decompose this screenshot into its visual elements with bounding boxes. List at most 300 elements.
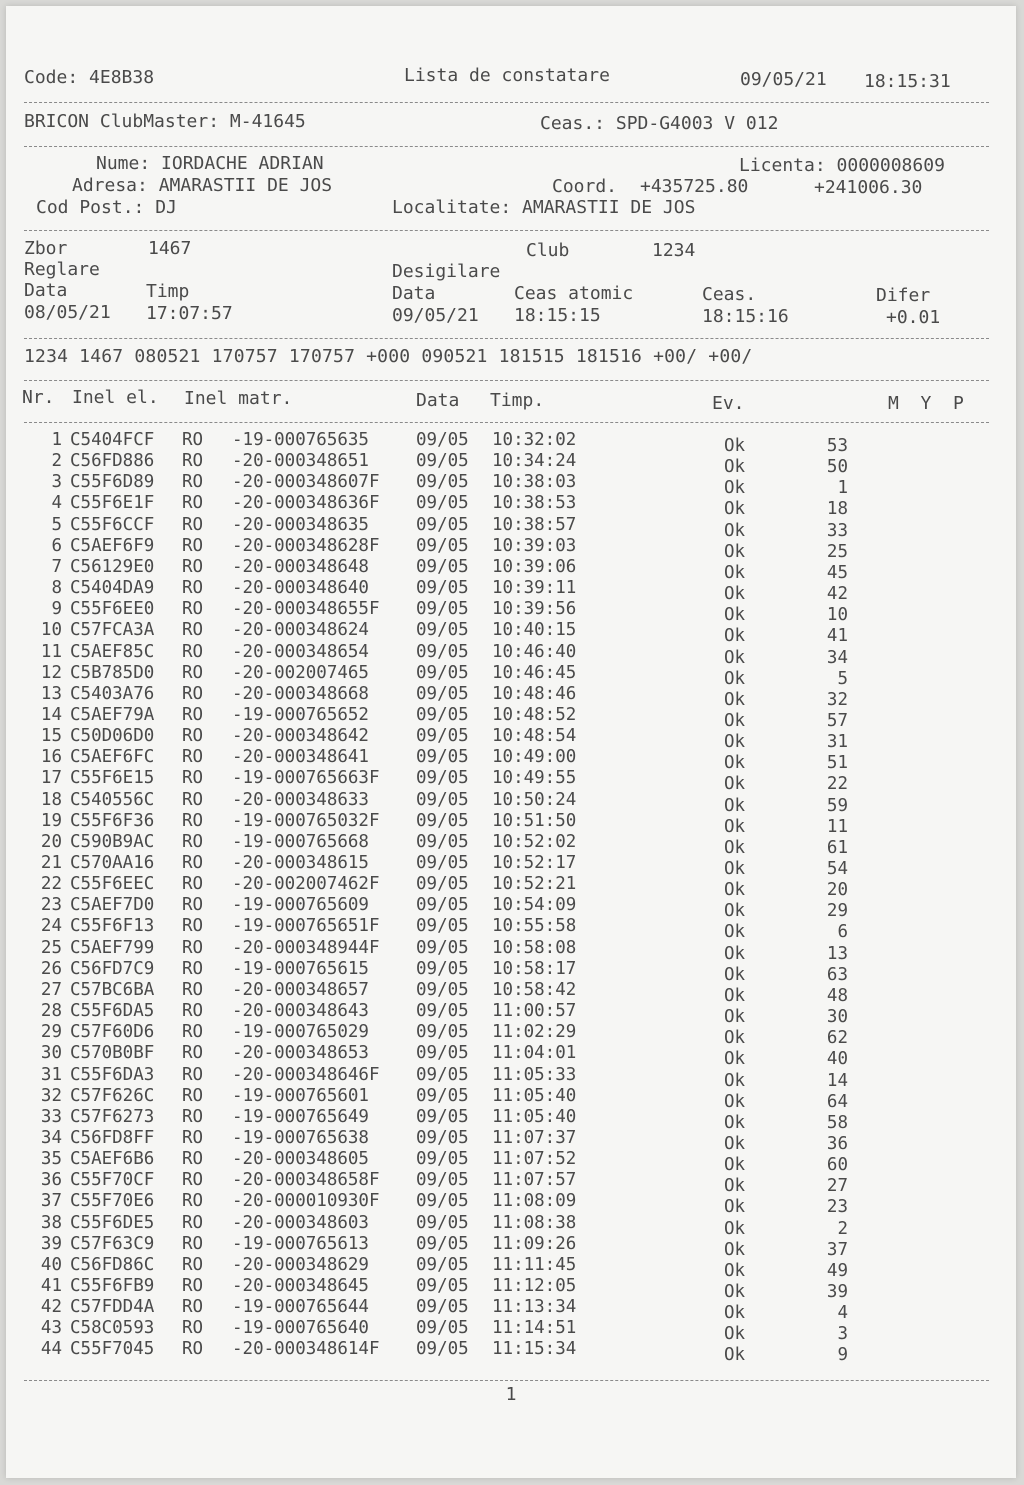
arrival-date: 09/05	[416, 599, 469, 620]
row-number: 29	[40, 1022, 62, 1043]
club-label: Club	[526, 240, 570, 261]
electronic-ring-id: C55F6EE0	[70, 599, 155, 620]
event-status: Ok	[724, 499, 746, 520]
event-status: Ok	[724, 732, 746, 753]
country-code: RO	[182, 874, 204, 895]
position-value: 50	[826, 457, 848, 478]
arrival-date: 09/05	[416, 493, 469, 514]
electronic-ring-id: C55F6FB9	[70, 1276, 155, 1296]
event-status: Ok	[724, 1133, 746, 1154]
row-number: 22	[40, 874, 62, 895]
row-number: 39	[40, 1233, 62, 1254]
atomic-time: 18:15:15	[514, 305, 601, 326]
unsealing-label: Desigilare	[392, 261, 501, 282]
ring-number: -20-000010930F	[232, 1191, 380, 1212]
club-number: 1234	[652, 240, 696, 261]
country-code: RO	[182, 831, 204, 852]
electronic-ring-id: C5404DA9	[70, 578, 155, 599]
arrival-time: 11:07:52	[492, 1149, 577, 1170]
row-number: 27	[40, 979, 62, 1000]
country-code: RO	[182, 810, 204, 831]
ring-number: -19-000765029	[232, 1022, 369, 1043]
ring-number: -20-000348629	[232, 1254, 369, 1275]
table-row	[6, 937, 1016, 964]
ring-number: -19-000765640	[232, 1318, 369, 1339]
event-status: Ok	[724, 1324, 746, 1345]
table-row	[6, 1339, 1016, 1366]
event-status: Ok	[724, 562, 746, 583]
position-value: 5	[837, 668, 848, 689]
ring-number: -20-000348668	[232, 683, 369, 704]
position-value: 48	[826, 985, 848, 1006]
country-code: RO	[182, 1106, 204, 1127]
table-row	[6, 895, 1016, 922]
row-number: 34	[40, 1127, 62, 1148]
table-row	[6, 451, 1016, 478]
table-row	[6, 853, 1016, 879]
ring-number: -20-000348641	[232, 747, 369, 768]
ring-number: -19-000765613	[232, 1233, 369, 1254]
table-row	[6, 1254, 1016, 1281]
electronic-ring-id: C58C0593	[70, 1318, 155, 1339]
print-date: 09/05/21	[740, 69, 827, 90]
arrival-date: 09/05	[416, 1149, 469, 1170]
arrival-date: 09/05	[416, 979, 469, 1000]
row-number: 24	[40, 916, 62, 937]
arrival-time: 10:58:42	[492, 979, 577, 1000]
ring-number: -20-000348605	[232, 1149, 369, 1170]
atomic-clock-label: Ceas atomic	[514, 283, 634, 304]
ring-number: -19-000765668	[232, 831, 369, 852]
event-status: Ok	[724, 710, 746, 731]
row-number: 36	[40, 1170, 62, 1191]
arrival-date: 09/05	[416, 789, 469, 810]
divider	[24, 380, 989, 381]
arrival-date: 09/05	[416, 1339, 469, 1360]
event-status: Ok	[724, 795, 746, 816]
arrival-date: 09/05	[416, 1085, 469, 1106]
electronic-ring-id: C5B785D0	[70, 662, 155, 683]
row-number: 8	[51, 578, 62, 599]
arrival-time: 10:48:52	[492, 704, 577, 725]
arrival-time: 10:40:15	[492, 620, 577, 641]
position-value: 23	[826, 1197, 848, 1218]
arrival-time: 11:07:37	[492, 1127, 577, 1148]
ring-number: -20-000348614F	[232, 1339, 380, 1360]
electronic-ring-id: C56FD886	[70, 451, 155, 472]
row-number: 12	[40, 662, 62, 683]
electronic-ring-id: C5AEF6F9	[70, 535, 155, 556]
position-value: 36	[826, 1133, 848, 1154]
electronic-ring-id: C57FDD4A	[70, 1297, 155, 1318]
position-value: 60	[826, 1155, 848, 1176]
row-number: 14	[40, 704, 62, 725]
event-status: Ok	[724, 753, 746, 774]
country-code: RO	[182, 1085, 204, 1106]
table-row	[6, 768, 1016, 795]
electronic-ring-id: C5403A76	[70, 683, 155, 704]
printed-sheet	[6, 6, 1016, 1478]
country-code: RO	[182, 578, 204, 599]
electronic-ring-id: C5AEF6B6	[70, 1149, 155, 1170]
divider	[24, 146, 989, 147]
ring-number: -20-000348651	[232, 451, 369, 472]
position-value: 18	[826, 499, 848, 520]
arrival-date: 09/05	[416, 1127, 469, 1148]
table-row	[6, 1212, 1016, 1239]
ring-number: -20-000348635	[232, 514, 369, 535]
country-code: RO	[182, 1276, 204, 1296]
arrival-time: 10:39:11	[492, 578, 577, 599]
table-row	[6, 810, 1016, 837]
divider	[24, 230, 989, 231]
table-row	[6, 556, 1016, 583]
row-number: 1	[51, 430, 62, 450]
position-value: 27	[826, 1176, 848, 1197]
electronic-ring-id: C57F6273	[70, 1106, 155, 1127]
electronic-ring-id: C570AA16	[70, 853, 155, 873]
arrival-time: 10:38:57	[492, 514, 577, 535]
position-value: 53	[826, 436, 848, 456]
row-number: 30	[40, 1043, 62, 1064]
ring-number: -19-000765663F	[232, 768, 380, 789]
row-number: 41	[40, 1276, 62, 1296]
table-row	[6, 704, 1016, 731]
electronic-ring-id: C55F6DA3	[70, 1064, 155, 1085]
table-row	[6, 535, 1016, 562]
arrival-time: 10:39:03	[492, 535, 577, 556]
row-number: 44	[40, 1339, 62, 1360]
electronic-ring-id: C56FD7C9	[70, 958, 155, 979]
position-value: 61	[826, 837, 848, 858]
electronic-ring-id: C57F60D6	[70, 1022, 155, 1043]
position-value: 9	[837, 1345, 848, 1366]
position-value: 13	[826, 943, 848, 964]
event-status: Ok	[724, 1112, 746, 1133]
arrival-time: 10:49:00	[492, 747, 577, 768]
electronic-ring-id: C56129E0	[70, 556, 155, 577]
arrival-date: 09/05	[416, 1297, 469, 1318]
position-value: 10	[826, 605, 848, 626]
event-status: Ok	[724, 541, 746, 562]
electronic-ring-id: C55F6DA5	[70, 1001, 155, 1022]
arrival-time: 10:58:17	[492, 958, 577, 979]
arrival-time: 10:52:02	[492, 831, 577, 852]
ring-number: -20-000348633	[232, 789, 369, 810]
position-value: 29	[826, 901, 848, 922]
table-row	[6, 1043, 1016, 1070]
row-number: 19	[40, 810, 62, 831]
setting-label: Reglare	[24, 259, 100, 280]
coord-latitude: +435725.80	[640, 176, 749, 197]
event-status: Ok	[724, 668, 746, 689]
position-value: 63	[826, 964, 848, 985]
col-header-myp: M Y P	[888, 393, 964, 414]
print-time: 18:15:31	[864, 71, 951, 92]
arrival-time: 10:48:46	[492, 683, 577, 704]
event-status: Ok	[724, 1282, 746, 1302]
ring-number: -19-000765615	[232, 958, 369, 979]
position-value: 32	[826, 689, 848, 710]
col-header-date: Data	[416, 390, 460, 411]
country-code: RO	[182, 451, 204, 472]
country-code: RO	[182, 1127, 204, 1148]
electronic-ring-id: C55F6E1F	[70, 493, 155, 514]
ring-number: -19-000765609	[232, 895, 369, 916]
country-code: RO	[182, 641, 204, 662]
position-value: 40	[826, 1049, 848, 1070]
arrival-time: 11:15:34	[492, 1339, 577, 1360]
electronic-ring-id: C55F6F36	[70, 810, 155, 831]
position-value: 4	[837, 1303, 848, 1324]
country-code: RO	[182, 472, 204, 493]
divider	[24, 102, 989, 103]
country-code: RO	[182, 853, 204, 873]
row-number: 21	[40, 853, 62, 873]
ring-number: -20-002007465	[232, 662, 369, 683]
table-row	[6, 578, 1016, 605]
event-status: Ok	[724, 1070, 746, 1091]
arrival-time: 10:52:21	[492, 874, 577, 895]
event-status: Ok	[724, 1155, 746, 1176]
table-row	[6, 641, 1016, 668]
ring-number: -19-000765644	[232, 1297, 369, 1318]
row-number: 32	[40, 1085, 62, 1106]
row-number: 17	[40, 768, 62, 789]
row-number: 38	[40, 1212, 62, 1233]
table-row	[6, 472, 1016, 499]
country-code: RO	[182, 430, 204, 450]
position-value: 1	[837, 478, 848, 499]
country-code: RO	[182, 789, 204, 810]
ring-number: -19-000765638	[232, 1127, 369, 1148]
row-number: 6	[51, 535, 62, 556]
ring-number: -20-000348603	[232, 1212, 369, 1233]
clock-model: Ceas.: SPD-G4003 V 012	[540, 113, 779, 134]
country-code: RO	[182, 747, 204, 768]
row-number: 5	[51, 514, 62, 535]
event-status: Ok	[724, 964, 746, 985]
electronic-ring-id: C57F63C9	[70, 1233, 155, 1254]
table-row	[6, 874, 1016, 901]
electronic-ring-id: C56FD86C	[70, 1254, 155, 1275]
ring-number: -20-000348657	[232, 979, 369, 1000]
ring-number: -20-002007462F	[232, 874, 380, 895]
electronic-ring-id: C55F6CCF	[70, 514, 155, 535]
ring-number: -20-000348655F	[232, 599, 380, 620]
event-status: Ok	[724, 922, 746, 943]
event-status: Ok	[724, 1091, 746, 1112]
postal-code: Cod Post.: DJ	[36, 197, 177, 218]
event-status: Ok	[724, 1260, 746, 1281]
unsealing-date: 09/05/21	[392, 305, 479, 326]
electronic-ring-id: C55F70CF	[70, 1170, 155, 1191]
arrival-date: 09/05	[416, 895, 469, 916]
clock-difference: +0.01	[886, 307, 941, 328]
arrival-time: 11:11:45	[492, 1254, 577, 1275]
row-number: 15	[40, 726, 62, 747]
arrival-date: 09/05	[416, 1043, 469, 1064]
position-value: 54	[826, 859, 848, 879]
arrival-time: 10:34:24	[492, 451, 577, 472]
arrival-date: 09/05	[416, 514, 469, 535]
ring-number: -19-000765649	[232, 1106, 369, 1127]
arrival-time: 10:55:58	[492, 916, 577, 937]
position-value: 14	[826, 1070, 848, 1091]
position-value: 39	[826, 1282, 848, 1302]
position-value: 42	[826, 584, 848, 605]
arrival-time: 10:51:50	[492, 810, 577, 831]
arrival-date: 09/05	[416, 1212, 469, 1233]
setting-date-label: Data	[24, 280, 68, 301]
arrival-date: 09/05	[416, 578, 469, 599]
arrival-date: 09/05	[416, 1191, 469, 1212]
difference-label: Difer	[876, 285, 931, 306]
event-status: Ok	[724, 1303, 746, 1324]
device-model: BRICON ClubMaster: M-41645	[24, 111, 306, 132]
arrival-time: 11:02:29	[492, 1022, 577, 1043]
arrival-date: 09/05	[416, 810, 469, 831]
arrival-date: 09/05	[416, 1022, 469, 1043]
row-number: 23	[40, 895, 62, 916]
position-value: 6	[837, 922, 848, 943]
row-number: 11	[40, 641, 62, 662]
row-number: 2	[51, 451, 62, 472]
arrival-time: 10:39:06	[492, 556, 577, 577]
event-status: Ok	[724, 605, 746, 626]
event-status: Ok	[724, 478, 746, 499]
row-number: 25	[40, 937, 62, 958]
arrival-time: 10:54:09	[492, 895, 577, 916]
event-status: Ok	[724, 626, 746, 647]
position-value: 34	[826, 647, 848, 668]
country-code: RO	[182, 726, 204, 747]
row-number: 3	[51, 472, 62, 493]
col-header-event: Ev.	[712, 393, 745, 414]
country-code: RO	[182, 1339, 204, 1360]
arrival-date: 09/05	[416, 726, 469, 747]
ring-number: -20-000348615	[232, 853, 369, 873]
arrival-time: 11:07:57	[492, 1170, 577, 1191]
clock-label: Ceas.	[702, 284, 757, 305]
flight-number: 1467	[148, 238, 192, 259]
row-number: 26	[40, 958, 62, 979]
table-row	[6, 1170, 1016, 1197]
arrival-date: 09/05	[416, 1106, 469, 1127]
table-row	[6, 789, 1016, 816]
arrival-time: 10:38:03	[492, 472, 577, 493]
ring-number: -20-000348636F	[232, 493, 380, 514]
event-status: Ok	[724, 816, 746, 837]
country-code: RO	[182, 958, 204, 979]
country-code: RO	[182, 1212, 204, 1233]
divider	[24, 422, 989, 423]
event-status: Ok	[724, 1028, 746, 1049]
electronic-ring-id: C5AEF799	[70, 937, 155, 958]
event-status: Ok	[724, 1049, 746, 1070]
arrival-time: 11:12:05	[492, 1276, 577, 1296]
event-status: Ok	[724, 436, 746, 456]
arrival-date: 09/05	[416, 472, 469, 493]
event-status: Ok	[724, 1239, 746, 1260]
ring-number: -20-000348640	[232, 578, 369, 599]
table-row	[6, 1106, 1016, 1133]
table-row	[6, 662, 1016, 689]
event-status: Ok	[724, 837, 746, 858]
arrival-time: 11:13:34	[492, 1297, 577, 1318]
country-code: RO	[182, 620, 204, 641]
setting-time-label: Timp	[146, 281, 190, 302]
ring-number: -19-000765601	[232, 1085, 369, 1106]
position-value: 58	[826, 1112, 848, 1133]
arrival-time: 10:38:53	[492, 493, 577, 514]
electronic-ring-id: C5404FCF	[70, 430, 155, 450]
arrival-date: 09/05	[416, 683, 469, 704]
event-status: Ok	[724, 859, 746, 879]
arrival-time: 10:46:45	[492, 662, 577, 683]
arrival-date: 09/05	[416, 768, 469, 789]
col-header-ring-electronic: Inel el.	[72, 387, 159, 408]
ring-number: -20-000348645	[232, 1276, 369, 1296]
ring-number: -20-000348624	[232, 620, 369, 641]
electronic-ring-id: C56FD8FF	[70, 1127, 155, 1148]
ring-number: -20-000348642	[232, 726, 369, 747]
coord-longitude: +241006.30	[814, 177, 923, 198]
arrival-date: 09/05	[416, 1233, 469, 1254]
event-status: Ok	[724, 647, 746, 668]
ring-number: -19-000765032F	[232, 810, 380, 831]
table-row	[6, 1276, 1016, 1302]
arrival-date: 09/05	[416, 1318, 469, 1339]
position-value: 11	[826, 816, 848, 837]
electronic-ring-id: C540556C	[70, 789, 155, 810]
arrival-date: 09/05	[416, 641, 469, 662]
table-row	[6, 1191, 1016, 1218]
arrival-time: 11:09:26	[492, 1233, 577, 1254]
ring-number: -20-000348643	[232, 1001, 369, 1022]
table-row	[6, 916, 1016, 943]
event-status: Ok	[724, 457, 746, 478]
licence-number: Licenta: 0000008609	[739, 155, 945, 176]
arrival-time: 10:39:56	[492, 599, 577, 620]
event-status: Ok	[724, 774, 746, 795]
row-number: 28	[40, 1001, 62, 1022]
electronic-ring-id: C55F6D89	[70, 472, 155, 493]
table-row	[6, 493, 1016, 520]
arrival-time: 11:00:57	[492, 1001, 577, 1022]
country-code: RO	[182, 514, 204, 535]
row-number: 40	[40, 1254, 62, 1275]
table-row	[6, 1149, 1016, 1176]
setting-date: 08/05/21	[24, 302, 111, 323]
position-value: 64	[826, 1091, 848, 1112]
col-header-ring-number: Inel matr.	[184, 388, 293, 409]
arrival-time: 11:08:38	[492, 1212, 577, 1233]
country-code: RO	[182, 599, 204, 620]
electronic-ring-id: C50D06D0	[70, 726, 155, 747]
electronic-ring-id: C55F6E15	[70, 768, 155, 789]
country-code: RO	[182, 768, 204, 789]
table-row	[6, 430, 1016, 456]
row-number: 20	[40, 831, 62, 852]
country-code: RO	[182, 662, 204, 683]
position-value: 25	[826, 541, 848, 562]
col-header-time: Timp.	[490, 390, 545, 411]
electronic-ring-id: C55F6F13	[70, 916, 155, 937]
table-row	[6, 514, 1016, 541]
ring-number: -20-000348653	[232, 1043, 369, 1064]
arrival-time: 11:05:40	[492, 1085, 577, 1106]
